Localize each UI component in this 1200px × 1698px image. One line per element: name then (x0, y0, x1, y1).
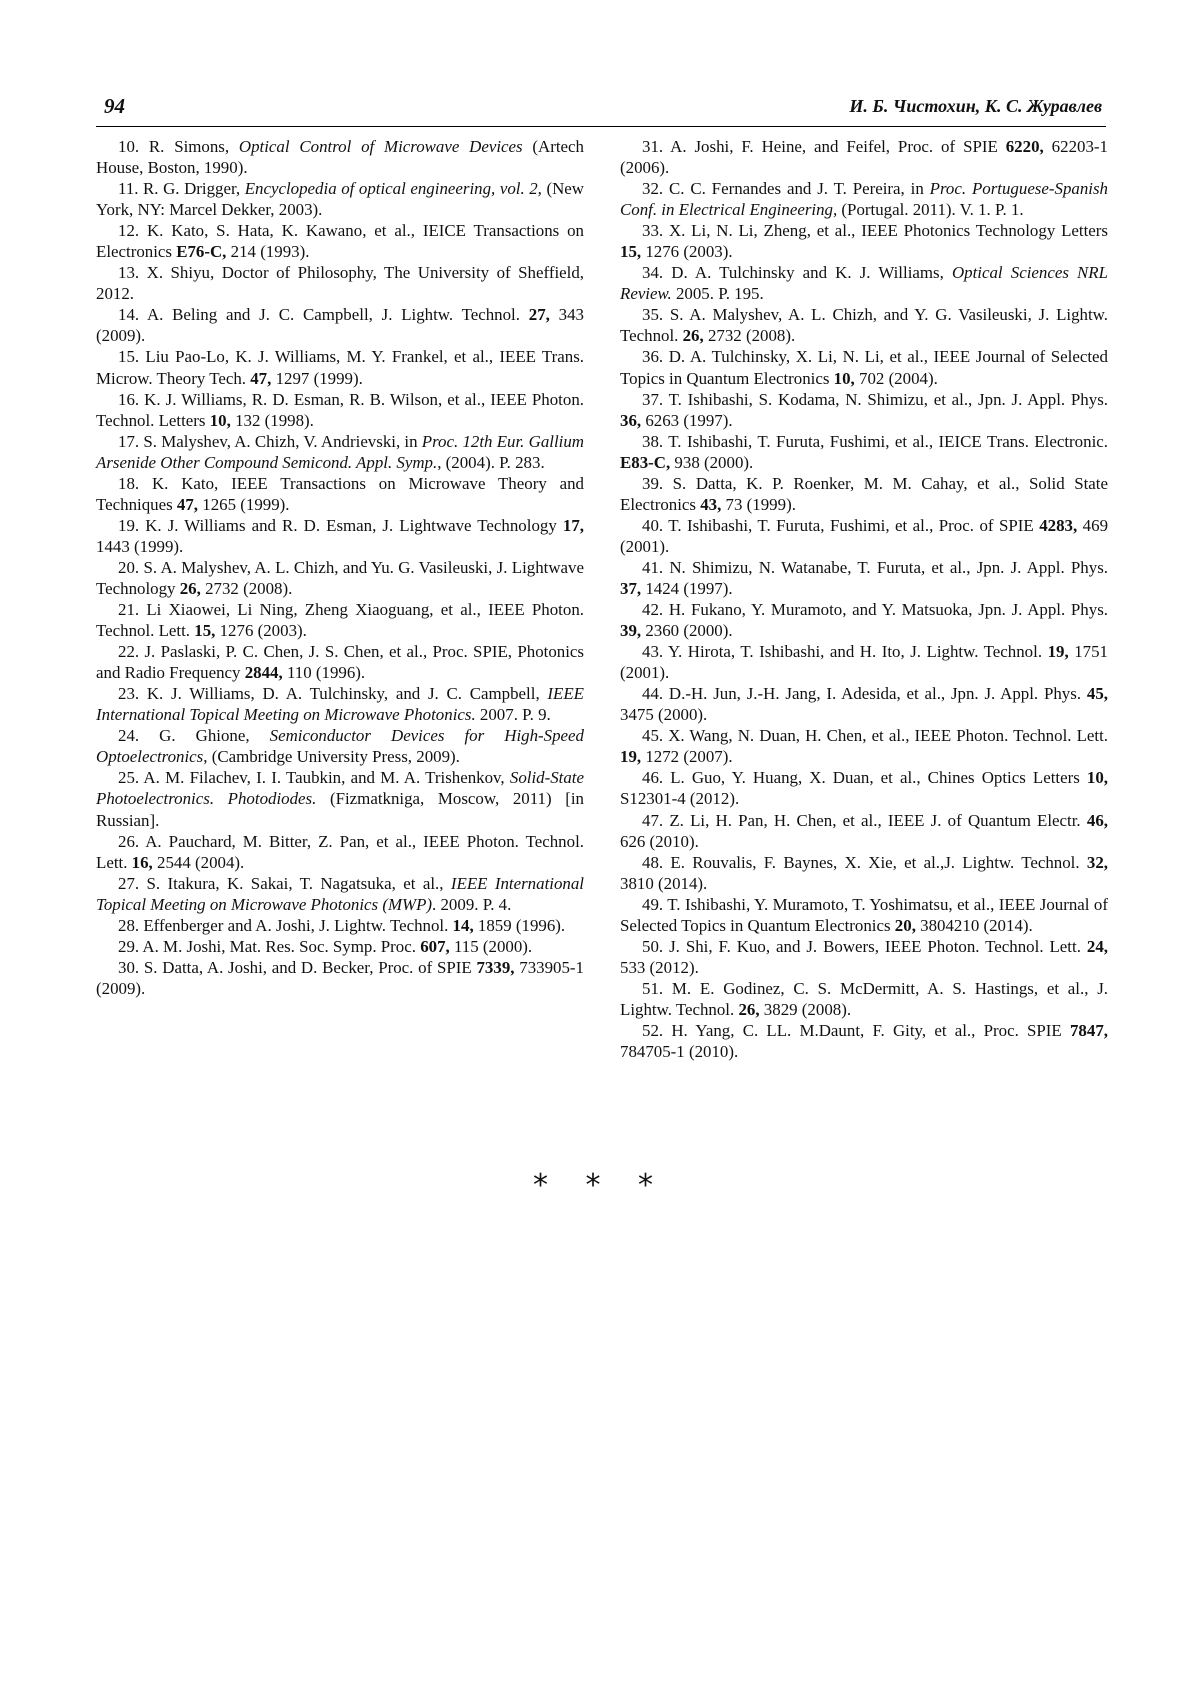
reference-item (620, 557, 1108, 599)
reference-text: 533 (2012). (620, 957, 699, 977)
reference-text: 45. X. Wang, N. Duan, H. Chen, et al., IEEE Photon. Technol. Lett. (642, 726, 1108, 746)
reference-text: E76-C, (176, 242, 227, 262)
reference-text: E83-C, (620, 452, 671, 472)
reference-text: 938 (2000). (670, 452, 754, 472)
reference-text: 2360 (2000). (641, 621, 733, 641)
references-left-column (96, 136, 584, 999)
reference-text: Semiconductor Devices for High-Speed Optoelectronics (96, 726, 584, 767)
reference-item (96, 346, 584, 388)
reference-text: 32, (1086, 852, 1108, 872)
running-title: И. Б. Чистохин, К. С. Журавлев (849, 96, 1102, 116)
reference-item (620, 810, 1108, 852)
references-right-column (620, 136, 1108, 1062)
reference-item (620, 220, 1108, 262)
reference-text: 32. C. C. Fernandes and J. T. Pereira, in (642, 179, 930, 199)
reference-item (96, 641, 584, 683)
reference-item (620, 1020, 1108, 1062)
reference-text: 3804210 (2014). (915, 915, 1033, 935)
reference-text: 1751 (2001). (620, 642, 1109, 683)
reference-item (96, 873, 584, 915)
reference-text: 15. Liu Pao-Lo, K. J. Williams, M. Y. Frankel, et al., IEEE Trans. Microw. Theory Tech. (96, 347, 584, 388)
reference-text: 2007. P. 9. (475, 705, 551, 725)
reference-item (620, 304, 1108, 346)
reference-item (620, 262, 1108, 304)
reference-text: (Artech House, Boston, 1990). (96, 137, 584, 178)
reference-text: 28. Effenberger and A. Joshi, J. Lightw. Technol. (118, 915, 453, 935)
reference-text: Proc. Portuguese-Spanish Conf. in Electrical Engineering, (620, 179, 1108, 220)
reference-item (620, 473, 1108, 515)
reference-text: 26, (179, 578, 201, 598)
reference-item (620, 767, 1108, 809)
reference-text: 47. Z. Li, H. Pan, H. Chen, et al., IEEE J. of Quantum Electr. (642, 810, 1087, 830)
reference-text: 10, (1086, 768, 1108, 788)
reference-text: 16, (131, 852, 153, 872)
reference-item (96, 599, 584, 641)
reference-text: 1443 (1999). (96, 536, 184, 556)
reference-text: 26, (738, 999, 760, 1019)
reference-item (96, 683, 584, 725)
reference-text: 47, (176, 494, 199, 514)
reference-item (620, 389, 1108, 431)
reference-text: 6263 (1997). (641, 410, 733, 430)
reference-text: 48. E. Rouvalis, F. Baynes, X. Xie, et al.,J. Lightw. Technol. (642, 852, 1087, 872)
reference-text: 51. M. E. Godinez, C. S. McDermitt, A. S. Hastings, et al., J. Lightw. Technol. (620, 978, 1108, 1019)
reference-text: 46. L. Guo, Y. Huang, X. Duan, et al., Chines Optics Letters (642, 768, 1087, 788)
reference-text: 37, (620, 578, 642, 598)
reference-text: . 2009. P. 4. (432, 894, 512, 914)
reference-text: 24. G. Ghione, (118, 726, 270, 746)
reference-text: (New York, NY: Marcel Dekker, 2003). (96, 179, 584, 220)
reference-text: 7847, (1069, 1020, 1108, 1040)
reference-text: Proc. 12th Eur. Gallium Arsenide Other Compound Semicond. Appl. Symp. (96, 431, 584, 472)
reference-item (620, 346, 1108, 388)
reference-text: Optical Sciences NRL Review. (620, 263, 1109, 304)
reference-text: 110 (1996). (282, 663, 366, 683)
reference-text: 14. A. Beling and J. C. Campbell, J. Lightw. Technol. (118, 305, 529, 325)
reference-item (96, 936, 584, 957)
reference-item (620, 725, 1108, 767)
reference-item (620, 683, 1108, 725)
reference-text: 50. J. Shi, F. Kuo, and J. Bowers, IEEE Photon. Technol. Lett. (642, 936, 1087, 956)
reference-item (96, 957, 584, 999)
reference-item (96, 431, 584, 473)
reference-item (96, 557, 584, 599)
reference-text: Encyclopedia of optical engineering, vol. 2, (244, 179, 542, 199)
reference-item (96, 515, 584, 557)
reference-text: 12. K. Kato, S. Hata, K. Kawano, et al., IEICE Transactions on Electronics (96, 221, 584, 262)
reference-text: 1297 (1999). (271, 368, 363, 388)
reference-item (96, 178, 584, 220)
reference-text: 1276 (2003). (641, 242, 733, 262)
reference-item (96, 262, 584, 304)
reference-text: 45, (1086, 684, 1108, 704)
reference-text: 343 (2009). (96, 305, 585, 346)
reference-text: 73 (1999). (721, 494, 796, 514)
reference-item (620, 894, 1108, 936)
reference-text: IEEE International Topical Meeting on Microwave Photonics (MWP) (96, 873, 584, 914)
reference-item (96, 725, 584, 767)
reference-text: 19, (620, 747, 642, 767)
reference-text: 38. T. Ishibashi, T. Furuta, Fushimi, et al., IEICE Trans. Electronic. (642, 431, 1108, 451)
reference-text: 702 (2004). (854, 368, 938, 388)
reference-text: 3829 (2008). (759, 999, 852, 1019)
reference-text: 2844, (244, 663, 283, 683)
reference-item (96, 473, 584, 515)
reference-text: 2732 (2008). (703, 326, 796, 346)
reference-text: 733905-1 (2009). (96, 957, 584, 998)
reference-text: 2732 (2008). (200, 578, 293, 598)
reference-text: 35. S. A. Malyshev, A. L. Chizh, and Y. G. Vasileuski, J. Lightw. Technol. (620, 305, 1108, 346)
reference-text: 24, (1086, 936, 1108, 956)
reference-item (620, 936, 1108, 978)
reference-text: 33. X. Li, N. Li, Zheng, et al., IEEE Photonics Technology Letters (642, 221, 1108, 241)
reference-text: 1265 (1999). (198, 494, 290, 514)
reference-text: 40. T. Ishibashi, T. Furuta, Fushimi, et al., Proc. of SPIE (642, 515, 1040, 535)
reference-item (620, 431, 1108, 473)
reference-item (96, 831, 584, 873)
reference-text: 43. Y. Hirota, T. Ishibashi, and H. Ito, J. Lightw. Technol. (642, 642, 1048, 662)
reference-text: 16. K. J. Williams, R. D. Esman, R. B. Wilson, et al., IEEE Photon. Technol. Letters (96, 389, 584, 430)
reference-text: 15, (620, 242, 642, 262)
reference-text: 18. K. Kato, IEEE Transactions on Microwave Theory and Techniques (96, 473, 584, 514)
section-end-mark: * * * (532, 1168, 668, 1203)
reference-item (620, 599, 1108, 641)
reference-text: 27, (528, 305, 550, 325)
reference-item (96, 136, 584, 178)
reference-text: 34. D. A. Tulchinsky and K. J. Williams, (642, 263, 952, 283)
reference-text: 46, (1086, 810, 1108, 830)
reference-text: IEEE International Topical Meeting on Microwave Photonics. (96, 684, 584, 725)
reference-text: 49. T. Ishibashi, Y. Muramoto, T. Yoshimatsu, et al., IEEE Journal of Selected Topics in Quantum Electronics (620, 894, 1108, 935)
reference-item (620, 978, 1108, 1020)
reference-text: 39. S. Datta, K. P. Roenker, M. M. Cahay, et al., Solid State Electronics (620, 473, 1108, 514)
reference-item (96, 304, 584, 346)
reference-text: 214 (1993). (226, 242, 310, 262)
reference-text: 23. K. J. Williams, D. A. Tulchinsky, and J. C. Campbell, (118, 684, 548, 704)
reference-text: 22. J. Paslaski, P. C. Chen, J. S. Chen, et al., Proc. SPIE, Photonics and Radio Frequency (96, 642, 584, 683)
reference-text: (Fizmatkniga, Moscow, 2011) [in Russian]. (96, 789, 584, 830)
reference-text: 25. A. M. Filachev, I. I. Taubkin, and M. A. Trishenkov, (118, 768, 510, 788)
reference-text: 13. X. Shiyu, Doctor of Philosophy, The University of Sheffield, 2012. (96, 263, 584, 304)
reference-text: , (2004). P. 283. (437, 452, 545, 472)
reference-text: S12301-4 (2012). (620, 789, 740, 809)
reference-text: 27. S. Itakura, K. Sakai, T. Nagatsuka, et al., (118, 873, 451, 893)
reference-item (96, 915, 584, 936)
reference-text: 31. A. Joshi, F. Heine, and Feifel, Proc. of SPIE (642, 137, 1006, 156)
reference-text: 607, (420, 936, 450, 956)
reference-text: 15, (194, 621, 216, 641)
reference-text: 784705-1 (2010). (620, 1042, 739, 1062)
reference-item (620, 852, 1108, 894)
reference-text: 29. A. M. Joshi, Mat. Res. Soc. Symp. Proc. (118, 936, 421, 956)
reference-text: 30. S. Datta, A. Joshi, and D. Becker, Proc. of SPIE (118, 957, 477, 977)
page-header (96, 92, 1106, 127)
reference-text: 10, (833, 368, 855, 388)
reference-item (620, 641, 1108, 683)
page-number: 94 (104, 94, 125, 118)
reference-text: 10, (209, 410, 231, 430)
reference-text: 6220, (1005, 137, 1044, 156)
reference-text: 36. D. A. Tulchinsky, X. Li, N. Li, et al., IEEE Journal of Selected Topics in Quantum Electronics (620, 347, 1108, 388)
reference-text: , (Cambridge University Press, 2009). (203, 747, 460, 767)
reference-text: 4283, (1039, 515, 1078, 535)
reference-text: 10. R. Simons, (118, 137, 239, 156)
reference-text: 41. N. Shimizu, N. Watanabe, T. Furuta, et al., Jpn. J. Appl. Phys. (642, 557, 1108, 577)
reference-text: 469 (2001). (620, 515, 1109, 556)
reference-text: 2005. P. 195. (671, 284, 764, 304)
reference-text: 62203-1 (2006). (620, 137, 1108, 178)
reference-text: 47, (250, 368, 272, 388)
reference-text: 44. D.-H. Jun, J.-H. Jang, I. Adesida, et al., Jpn. J. Appl. Phys. (642, 684, 1087, 704)
reference-text: (Portugal. 2011). V. 1. P. 1. (837, 200, 1024, 220)
reference-text: 7339, (476, 957, 515, 977)
reference-item (96, 220, 584, 262)
reference-item (96, 389, 584, 431)
reference-text: 21. Li Xiaowei, Li Ning, Zheng Xiaoguang, et al., IEEE Photon. Technol. Lett. (96, 600, 584, 641)
reference-text: 17, (562, 515, 584, 535)
reference-item (620, 178, 1108, 220)
reference-text: Solid-State Photoelectronics. Photodiodes. (96, 768, 584, 809)
reference-text: 1276 (2003). (215, 621, 307, 641)
reference-text: 36, (620, 410, 642, 430)
reference-text: 20, (894, 915, 916, 935)
reference-text: 19. K. J. Williams and R. D. Esman, J. Lightwave Technology (118, 515, 563, 535)
reference-text: 11. R. G. Drigger, (118, 179, 245, 199)
reference-item (96, 767, 584, 830)
reference-text: 14, (452, 915, 474, 935)
reference-item (620, 515, 1108, 557)
reference-text: 19, (1047, 642, 1069, 662)
reference-text: 26, (682, 326, 704, 346)
reference-text: 1859 (1996). (473, 915, 566, 935)
reference-text: 132 (1998). (230, 410, 314, 430)
reference-text: 1272 (2007). (641, 747, 733, 767)
reference-text: 42. H. Fukano, Y. Muramoto, and Y. Matsuoka, Jpn. J. Appl. Phys. (642, 600, 1108, 620)
reference-text: 17. S. Malyshev, A. Chizh, V. Andrievski, in (118, 431, 422, 451)
reference-text: 3810 (2014). (620, 873, 708, 893)
reference-text: 3475 (2000). (620, 705, 708, 725)
reference-text: 52. H. Yang, C. LL. M.Daunt, F. Gity, et al., Proc. SPIE (642, 1020, 1070, 1040)
reference-text: 1424 (1997). (641, 578, 733, 598)
reference-text: 626 (2010). (620, 831, 699, 851)
reference-text: Optical Control of Microwave Devices (238, 137, 523, 156)
reference-text: 37. T. Ishibashi, S. Kodama, N. Shimizu, et al., Jpn. J. Appl. Phys. (642, 389, 1108, 409)
reference-text: 115 (2000). (449, 936, 533, 956)
reference-text: 39, (620, 621, 642, 641)
reference-text: 43, (700, 494, 722, 514)
reference-text: 20. S. A. Malyshev, A. L. Chizh, and Yu. G. Vasileuski, J. Lightwave Technology (96, 557, 584, 598)
reference-text: 2544 (2004). (152, 852, 245, 872)
reference-text: 26. A. Pauchard, M. Bitter, Z. Pan, et al., IEEE Photon. Technol. Lett. (96, 831, 584, 872)
reference-item (620, 136, 1108, 178)
